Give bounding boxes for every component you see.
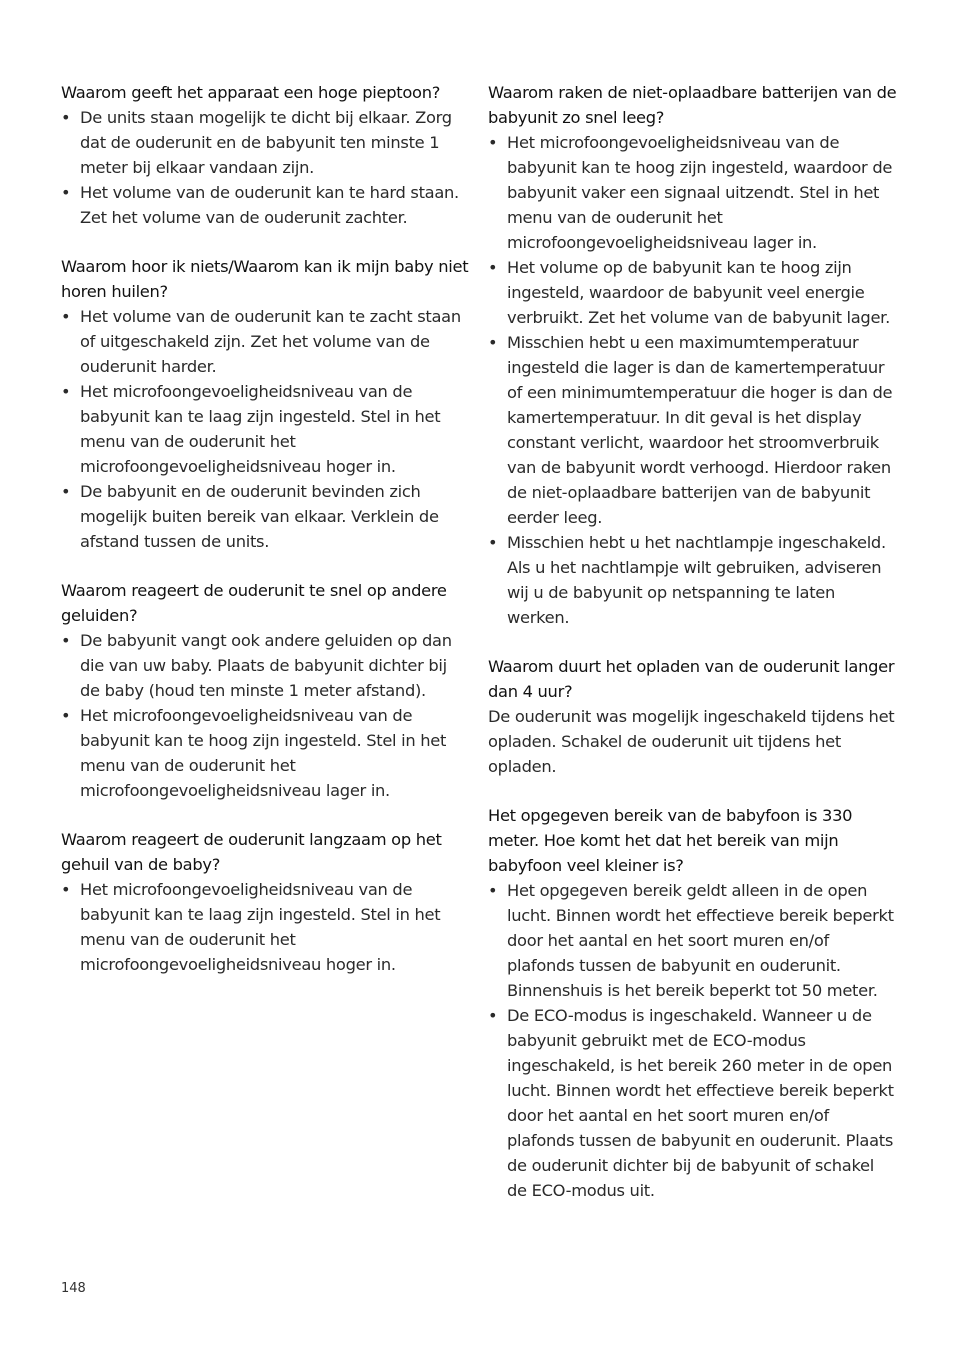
list-item: • Het microfoongevoeligheidsniveau van de babyunit kan te laag zijn ingesteld. Stel in het menu van de ouderunit het microfoongevoeligheidsniveau hoger in.: [61, 877, 471, 977]
list-item: • Het volume op de babyunit kan te hoog zijn ingesteld, waardoor de babyunit veel energie verbruikt. Zet het volume van de babyunit lager.: [488, 255, 898, 330]
list-item: • Het microfoongevoeligheidsniveau van de babyunit kan te hoog zijn ingesteld, waardoor de babyunit vaker een signaal uitzendt. Stel in het menu van de ouderunit het microfoongevoeligheidsniveau lager in.: [488, 130, 898, 255]
list-item: • De units staan mogelijk te dicht bij elkaar. Zorg dat de ouderunit en de babyunit ten minste 1 meter bij elkaar vandaan zijn.: [61, 105, 471, 180]
bullet-icon: •: [61, 706, 71, 725]
page-number: 148: [61, 1281, 86, 1296]
list-item: • Het volume van de ouderunit kan te zacht staan of uitgeschakeld zijn. Zet het volume van de ouderunit harder.: [61, 304, 471, 379]
list-item: • De babyunit en de ouderunit bevinden zich mogelijk buiten bereik van elkaar. Verklein de afstand tussen de units.: [61, 479, 471, 554]
list-item: • De babyunit vangt ook andere geluiden op dan die van uw baby. Plaats de babyunit dichter bij de baby (houd ten minste 1 meter afstand).: [61, 628, 471, 703]
faq-question: Waarom reageert de ouderunit te snel op andere geluiden?: [61, 581, 447, 625]
faq-question: Waarom raken de niet-oplaadbare batterijen van de babyunit zo snel leeg?: [488, 83, 897, 127]
faq-section-high-beep: [61, 80, 471, 230]
faq-section-no-sound: [61, 254, 471, 554]
right-column: [488, 80, 898, 1227]
bullet-icon: •: [488, 533, 498, 552]
faq-section-reacts-too-fast: [61, 578, 471, 803]
bullet-icon: •: [488, 133, 498, 152]
bullet-icon: •: [488, 1006, 498, 1025]
faq-question: Waarom duurt het opladen van de ouderunit langer dan 4 uur?: [488, 657, 895, 701]
bullet-icon: •: [61, 307, 71, 326]
faq-section-charging-time: [488, 654, 898, 779]
bullet-icon: •: [61, 482, 71, 501]
faq-section-reacts-slowly: [61, 827, 471, 977]
bullet-icon: •: [61, 108, 71, 127]
faq-answer-list: [61, 304, 471, 554]
list-item: • Het volume van de ouderunit kan te hard staan. Zet het volume van de ouderunit zachter.: [61, 180, 471, 230]
faq-answer-list: [61, 628, 471, 803]
faq-question: Het opgegeven bereik van de babyfoon is 330 meter. Hoe komt het dat het bereik van mijn babyfoon veel kleiner is?: [488, 806, 853, 875]
list-item: • Het microfoongevoeligheidsniveau van de babyunit kan te hoog zijn ingesteld. Stel in het menu van de ouderunit het microfoongevoeligheidsniveau lager in.: [61, 703, 471, 803]
bullet-icon: •: [488, 881, 498, 900]
bullet-icon: •: [61, 183, 71, 202]
bullet-icon: •: [61, 382, 71, 401]
faq-answer: De ouderunit was mogelijk ingeschakeld tijdens het opladen. Schakel de ouderunit uit tijdens het opladen.: [488, 707, 895, 776]
faq-answer-list: [488, 130, 898, 630]
faq-answer-list: [61, 105, 471, 230]
faq-section-batteries-empty: [488, 80, 898, 630]
faq-question: Waarom geeft het apparaat een hoge pieptoon?: [61, 83, 441, 102]
bullet-icon: •: [61, 631, 71, 650]
list-item: • Het opgegeven bereik geldt alleen in de open lucht. Binnen wordt het effectieve bereik beperkt door het aantal en het soort muren en/of plafonds tussen de babyunit en ouderunit. Binnenshuis is het bereik beperkt tot 50 meter.: [488, 878, 898, 1003]
left-column: [61, 80, 471, 1001]
bullet-icon: •: [488, 333, 498, 352]
list-item: • De ECO-modus is ingeschakeld. Wanneer u de babyunit gebruikt met de ECO-modus ingeschakeld, is het bereik 260 meter in de open lucht. Binnen wordt het effectieve bereik beperkt door het aantal en het soort muren en/of plafonds tussen de babyunit en ouderunit. Plaats de ouderunit dichter bij de babyunit of schakel de ECO-modus uit.: [488, 1003, 898, 1203]
faq-section-range: [488, 803, 898, 1203]
faq-question: Waarom hoor ik niets/Waarom kan ik mijn baby niet horen huilen?: [61, 257, 469, 301]
list-item: • Het microfoongevoeligheidsniveau van de babyunit kan te laag zijn ingesteld. Stel in het menu van de ouderunit het microfoongevoeligheidsniveau hoger in.: [61, 379, 471, 479]
faq-question: Waarom reageert de ouderunit langzaam op het gehuil van de baby?: [61, 830, 442, 874]
faq-answer-list: [488, 878, 898, 1203]
bullet-icon: •: [61, 880, 71, 899]
list-item: • Misschien hebt u een maximumtemperatuur ingesteld die lager is dan de kamertemperatuur of een minimumtemperatuur die hoger is dan de kamertemperatuur. In dit geval is het display constant verlicht, waardoor het stroomverbruik van de babyunit wordt verhoogd. Hierdoor raken de niet-oplaadbare batterijen van de babyunit eerder leeg.: [488, 330, 898, 530]
list-item: • Misschien hebt u het nachtlampje ingeschakeld. Als u het nachtlampje wilt gebruiken, adviseren wij u de babyunit op netspanning te laten werken.: [488, 530, 898, 630]
faq-answer-list: [61, 877, 471, 977]
bullet-icon: •: [488, 258, 498, 277]
